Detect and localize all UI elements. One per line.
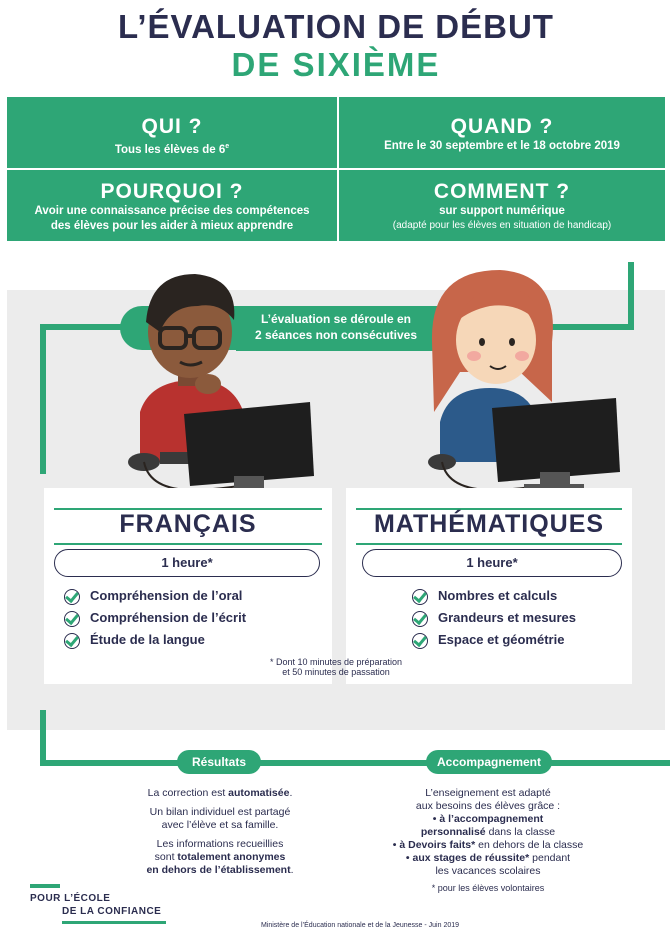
acc-l7: les vacances scolaires (435, 865, 541, 877)
accompagnement-label: Accompagnement (426, 750, 552, 774)
quand-cell (339, 97, 665, 168)
resultats-p3a: Les informations recueillies (156, 838, 284, 850)
check-icon (64, 611, 80, 627)
page-title: L’ÉVALUATION DE DÉBUT (118, 8, 554, 45)
quand-title: QUAND ? (450, 115, 554, 138)
francais-item-1 (64, 588, 242, 605)
keyboard (160, 452, 190, 464)
maths-rule-bottom (356, 543, 622, 545)
logo-bar-bottom (62, 921, 166, 924)
acc-l3 (378, 813, 598, 826)
comment-cell (339, 170, 665, 241)
girl-illustration (420, 262, 640, 502)
footer-text: Ministère de l’Éducation nationale et de la Jeunesse - Juin 2019 (260, 922, 460, 929)
qui-text-wrap (7, 139, 337, 158)
resultats-p1-end: . (289, 787, 293, 799)
resultats-p2a: Un bilan individuel est partagé (149, 806, 291, 818)
accompagnement-text (378, 787, 598, 895)
monitor-stand (540, 472, 570, 486)
resultats-p3b: sont (154, 851, 178, 863)
francais-item-2-label: Compréhension de l’écrit (90, 610, 247, 625)
qui-cell (7, 97, 337, 168)
acc-l6-bold: • aux stages de réussite* (405, 852, 530, 864)
acc-l6 (378, 852, 598, 865)
resultats-label: Résultats (177, 750, 261, 774)
footnote-line-2: et 50 minutes de passation (282, 667, 390, 677)
connector-bottom-horizontal (40, 760, 670, 766)
qui-title: QUI ? (141, 115, 203, 138)
maths-title: MATHÉMATIQUES (373, 510, 605, 538)
acc-l4 (378, 826, 598, 839)
acc-l4-bold: personnalisé (420, 826, 486, 838)
acc-l6-text: pendant (529, 852, 571, 864)
sessions-line-2: 2 séances non consécutives (254, 328, 418, 342)
maths-item-2 (412, 610, 576, 627)
maths-item-2-label: Grandeurs et mesures (438, 610, 577, 625)
comment-text-2: (adapté pour les élèves en situation de handicap) (392, 220, 612, 231)
francais-item-3-label: Étude de la langue (90, 632, 205, 647)
francais-item-1-label: Compréhension de l’oral (90, 588, 243, 603)
resultats-p1-text: La correction est (147, 787, 229, 799)
resultats-p1-bold: automatisée (228, 787, 290, 799)
acc-l2: aux besoins des élèves grâce : (415, 800, 561, 812)
page-subtitle: DE SIXIÈME (231, 46, 441, 83)
francais-title: FRANÇAIS (119, 510, 257, 538)
resultats-p3d: en dehors de l’établissement (146, 864, 291, 876)
boy-illustration (110, 262, 330, 502)
logo-line-1: POUR L’ÉCOLE (30, 893, 111, 904)
qui-text: Tous les élèves de 6 (114, 143, 226, 156)
resultats-p1 (120, 787, 320, 800)
check-icon (64, 633, 80, 649)
maths-card (346, 488, 632, 684)
girl-eye-left (479, 338, 485, 346)
resultats-p3b-wrap (120, 851, 320, 864)
pourquoi-cell (7, 170, 337, 241)
francais-rule-bottom (54, 543, 322, 545)
girl-eye-right (509, 338, 515, 346)
maths-item-3-label: Espace et géométrie (438, 632, 565, 647)
check-icon (64, 589, 80, 605)
acc-l4-text: dans la classe (485, 826, 556, 838)
check-icon (412, 589, 428, 605)
acc-l5 (378, 839, 598, 852)
girl-cheek-left (467, 351, 481, 361)
acc-l3-bold: • à l’accompagnement (432, 813, 544, 825)
comment-title: COMMENT ? (433, 180, 571, 203)
maths-duration: 1 heure* (362, 549, 622, 577)
monitor-screen (492, 398, 620, 482)
maths-item-1 (412, 588, 557, 605)
pourquoi-text-2: des élèves pour les aider à mieux apprendre (50, 220, 294, 232)
francais-item-2 (64, 610, 246, 627)
resultats-text (120, 787, 320, 877)
maths-item-1-label: Nombres et calculs (438, 588, 558, 603)
connector-bottom-vertical (40, 710, 46, 766)
qui-sup: e (225, 143, 230, 150)
check-icon (412, 633, 428, 649)
check-icon (412, 611, 428, 627)
pourquoi-title: POURQUOI ? (100, 180, 244, 203)
monitor-screen (184, 402, 314, 486)
girl-cheek-right (515, 351, 529, 361)
acc-l5-bold: • à Devoirs faits* (392, 839, 476, 851)
francais-card (44, 488, 332, 684)
resultats-p3c: totalement anonymes (177, 851, 286, 863)
acc-note: * pour les élèves volontaires (431, 883, 545, 893)
sessions-line-1: L’évaluation se déroule en (260, 312, 412, 326)
comment-text-1: sur support numérique (439, 205, 565, 217)
duration-footnote (236, 657, 436, 677)
boy-hand (195, 374, 221, 394)
footnote-line-1: * Dont 10 minutes de préparation (269, 657, 403, 667)
connector-left-vertical (40, 324, 46, 474)
quand-text: Entre le 30 septembre et le 18 octobre 2019 (384, 140, 620, 152)
francais-item-3 (64, 632, 205, 649)
resultats-p3e: . (290, 864, 294, 876)
acc-l5-text: en dehors de la classe (475, 839, 584, 851)
maths-item-3 (412, 632, 564, 649)
resultats-p2b: avec l’élève et sa famille. (161, 819, 279, 831)
resultats-p3d-wrap (120, 864, 320, 877)
pourquoi-text-1: Avoir une connaissance précise des compétences (34, 205, 310, 217)
acc-l1: L’enseignement est adapté (425, 787, 551, 799)
logo-bar-top (30, 884, 60, 888)
francais-duration: 1 heure* (54, 549, 320, 577)
logo-line-2: DE LA CONFIANCE (62, 906, 162, 917)
